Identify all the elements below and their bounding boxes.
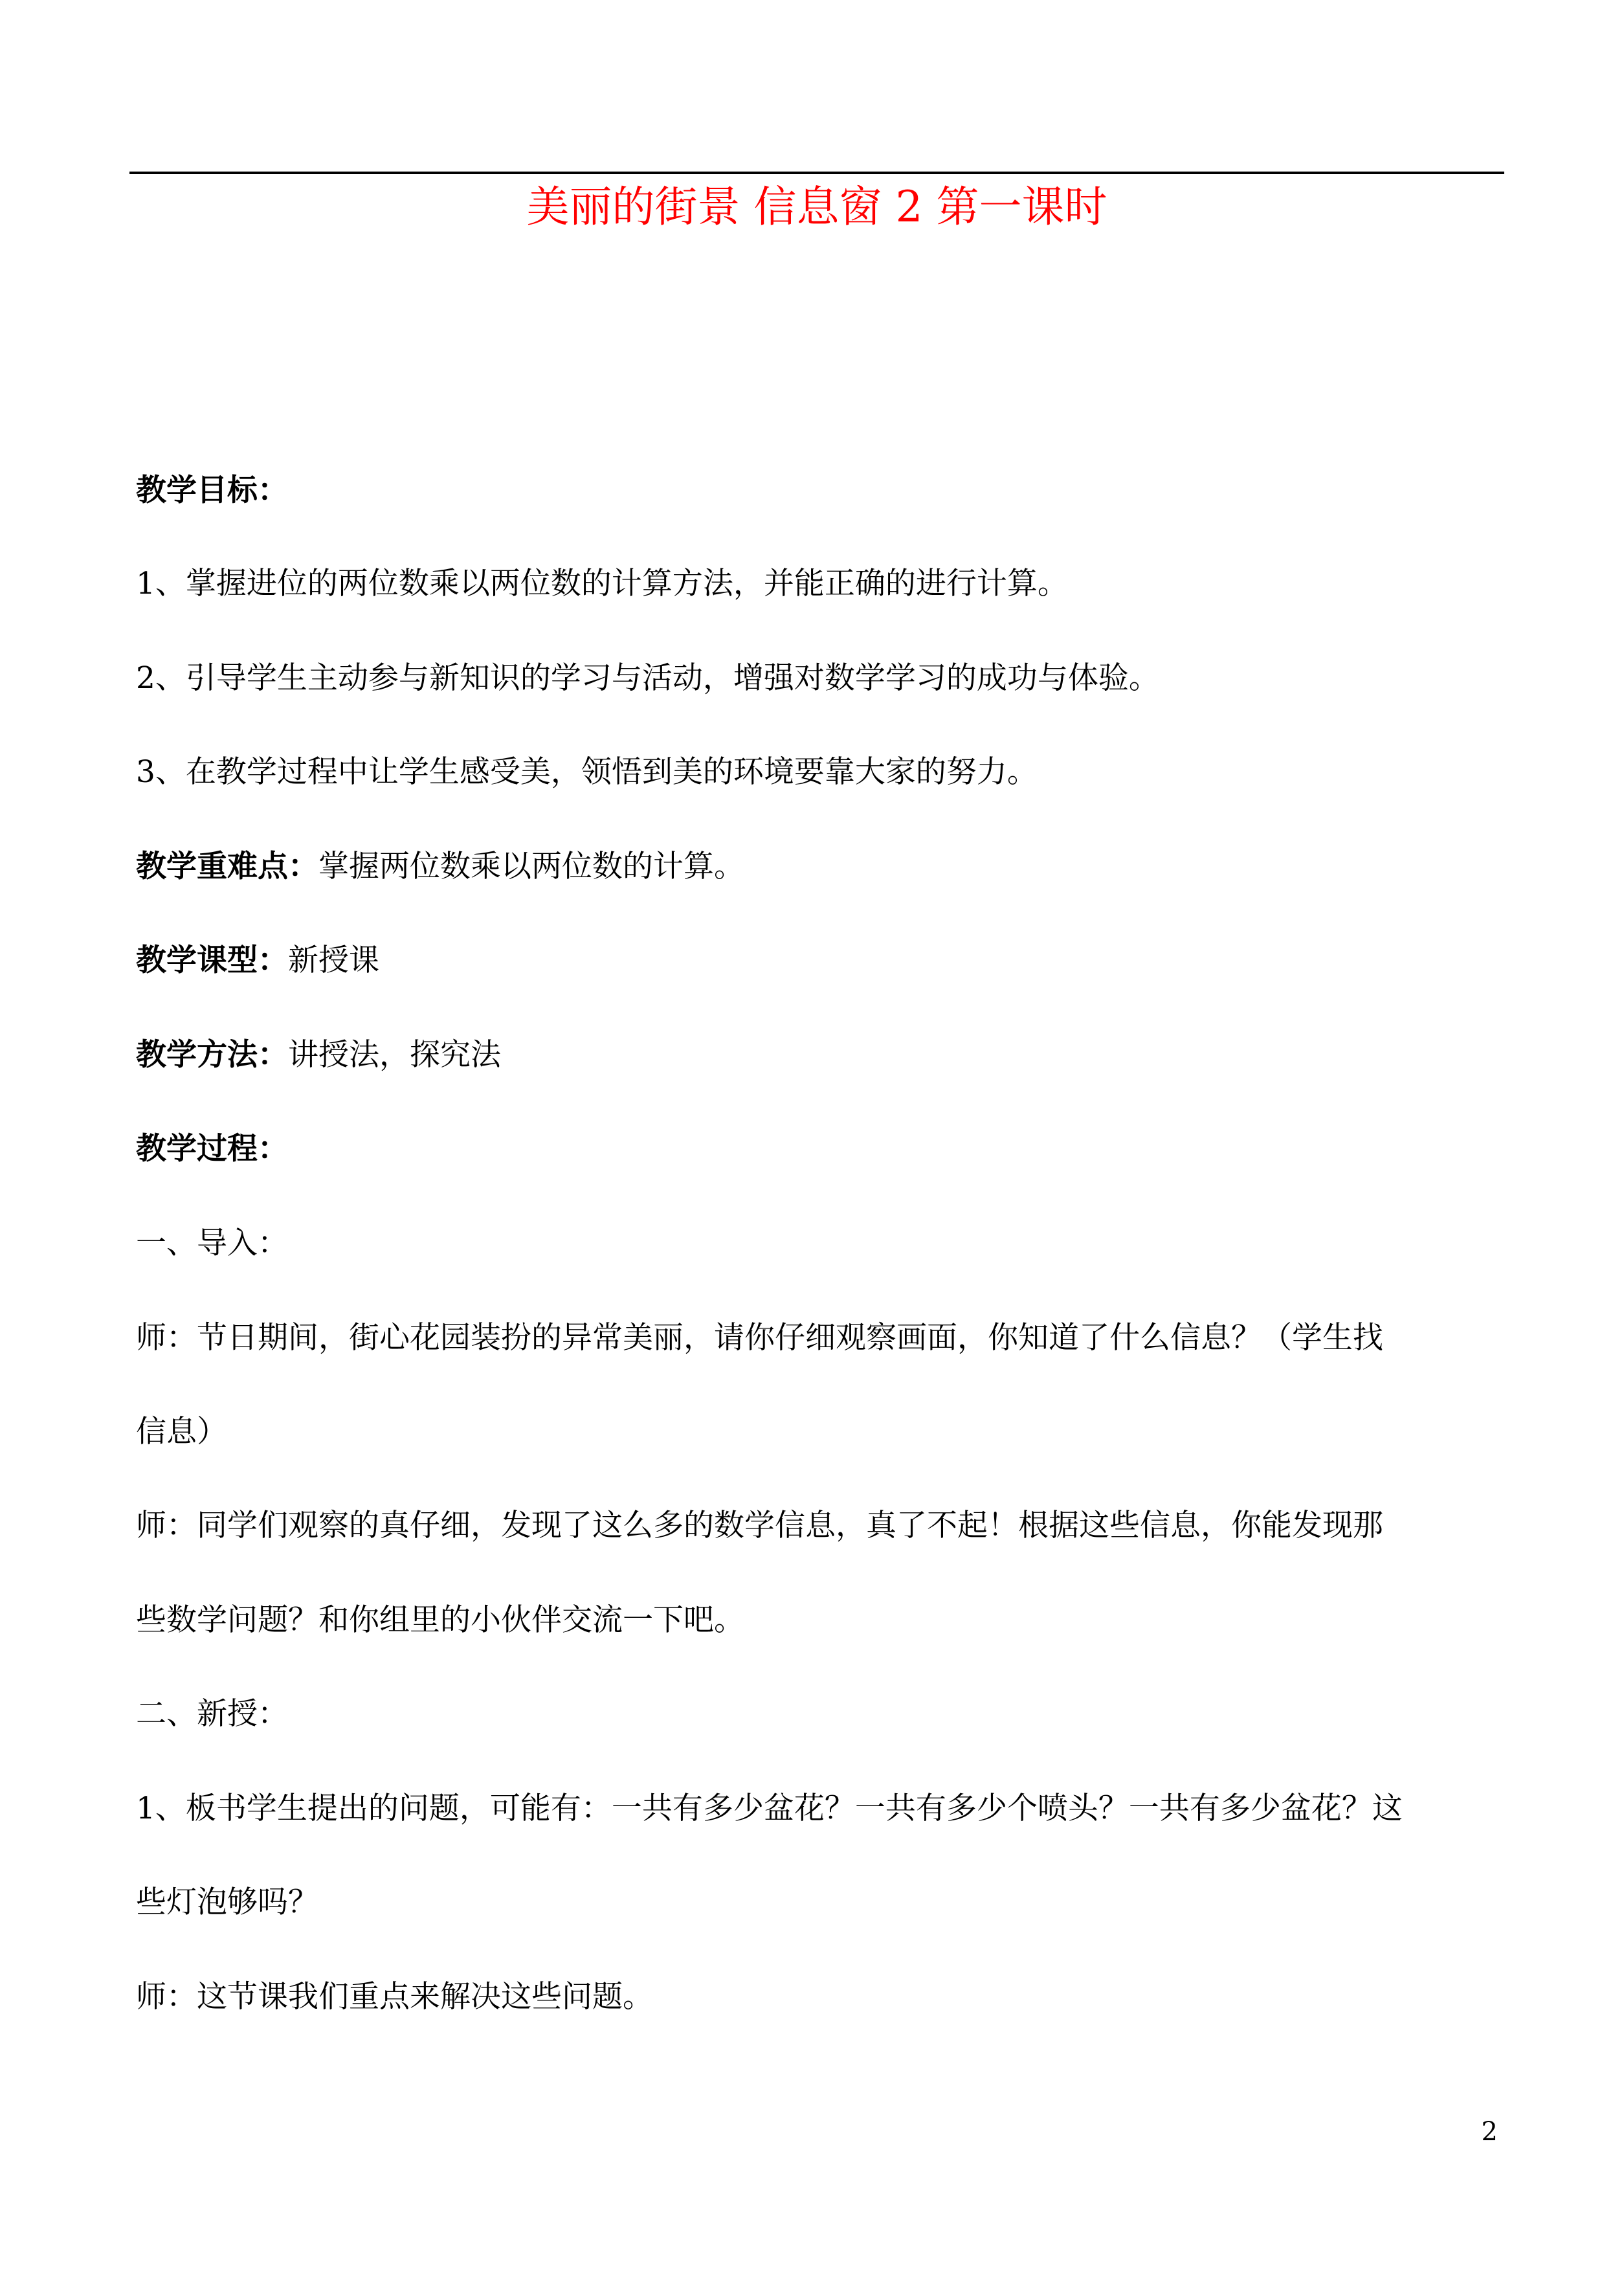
key-points-value: 掌握两位数乘以两位数的计算。 [318, 849, 744, 884]
objective-1: 1、掌握进位的两位数乘以两位数的计算方法，并能正确的进行计算。 [136, 566, 1068, 601]
method-line [136, 1036, 501, 1075]
paragraph-3-line-2: 些灯泡够吗？ [136, 1885, 318, 1920]
paragraph-4-line-1: 师：这节课我们重点来解决这些问题。 [136, 1979, 653, 2015]
lesson-type-label: 教学课型： [136, 943, 288, 978]
method-value: 讲授法，探究法 [288, 1037, 501, 1073]
objective-3: 3、在教学过程中让学生感受美，领悟到美的环境要靠大家的努力。 [136, 754, 1038, 790]
section-intro-heading: 一、导入： [136, 1225, 288, 1261]
objectives-heading: 教学目标： [136, 473, 288, 508]
objective-2: 2、引导学生主动参与新知识的学习与活动，增强对数学学习的成功与体验。 [136, 660, 1159, 696]
paragraph-1-line-2: 信息） [136, 1414, 227, 1449]
lesson-type-line [136, 941, 379, 980]
paragraph-1-line-1: 师：节日期间，街心花园装扮的异常美丽，请你仔细观察画面，你知道了什么信息？（学生找 [136, 1320, 1383, 1356]
page-number: 2 [1481, 2117, 1498, 2147]
paragraph-2-line-2: 些数学问题？和你组里的小伙伴交流一下吧。 [136, 1602, 744, 1638]
document-title: 美丽的街景 信息窗 2 第一课时 [526, 182, 1107, 232]
method-label: 教学方法： [136, 1037, 288, 1073]
key-points-line [136, 847, 744, 886]
paragraph-3-line-1: 1、板书学生提出的问题，可能有：一共有多少盆花？一共有多少个喷头？一共有多少盆花？这 [136, 1791, 1403, 1826]
process-heading: 教学过程： [136, 1131, 288, 1167]
key-points-label: 教学重难点： [136, 849, 318, 884]
paragraph-2-line-1: 师：同学们观察的真仔细，发现了这么多的数学信息，真了不起！根据这些信息，你能发现那 [136, 1508, 1383, 1543]
header-rule [129, 172, 1504, 174]
lesson-type-value: 新授课 [288, 943, 379, 978]
section-new-lesson-heading: 二、新授： [136, 1696, 288, 1732]
